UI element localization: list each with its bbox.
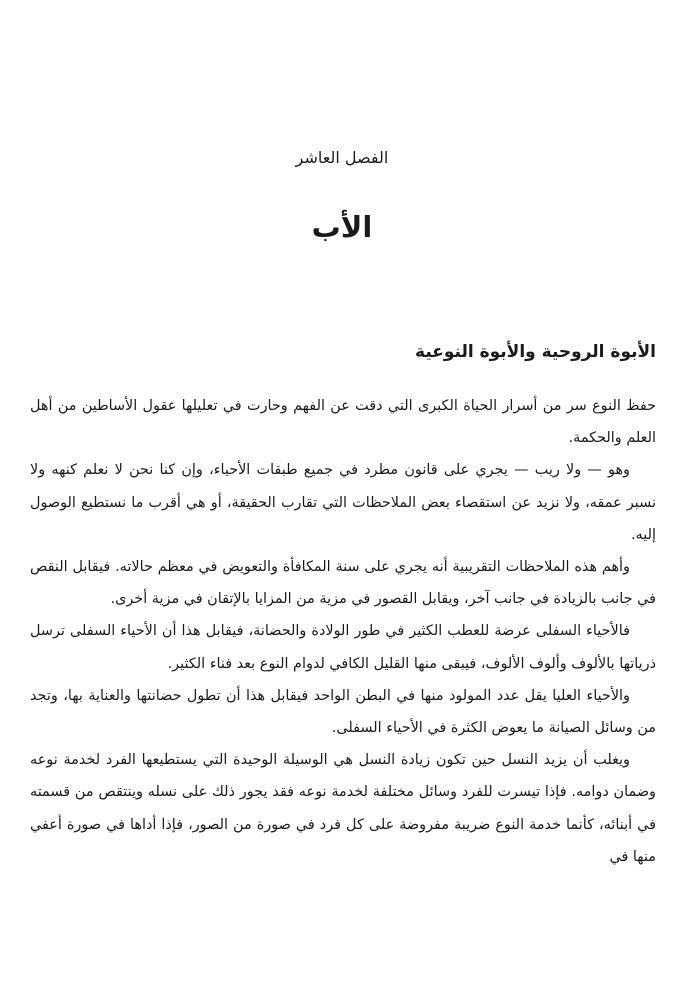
section-heading: الأبوة الروحية والأبوة النوعية	[415, 342, 656, 362]
paragraph: حفظ النوع سر من أسرار الحياة الكبرى التي دقت عن الفهم وحارت في تعليلها عقول الأساطين من أهل العلم والحكمة.	[30, 398, 656, 447]
chapter-title: الأب	[311, 210, 373, 244]
paragraph: وأهم هذه الملاحظات التقريبية أنه يجري على سنة المكافأة والتعويض في معظم حالاته. فيقابل النقص في جانب بالزيادة في جانب آخر، ويقابل القصور في مزية من المزايا بالإتقان في مزية أخرى.	[30, 559, 656, 608]
paragraph: ويغلب أن يزيد النسل حين تكون زيادة النسل هي الوسيلة الوحيدة التي يستطيعها الفرد لخدمة نوعه وضمان دوامه. فإذا تيسرت للفرد وسائل مختلفة لخدمة نوعه فقد يجور ذلك على نسله وينتقص من قسمته في أبنائه، كأنما خدمة النوع ضريبة مفروضة على كل فرد في صورة من الصور، فإذا أداها في صورة أعفي منها في	[30, 752, 656, 865]
paragraph: وهو — ولا ريب — يجري على قانون مطرد في جميع طبقات الأحياء، وإن كنا نحن لا نعلم كنهه ولا نسبر عمقه، ولا نزيد عن استقصاء بعض الملاحظات التي تقارب الحقيقة، أو هي أقرب ما نستطيع الوصول إليه.	[30, 462, 656, 543]
chapter-label: الفصل العاشر	[295, 148, 389, 167]
paragraph: والأحياء العليا يقل عدد المولود منها في البطن الواحد فيقابل هذا أن تطول حضانتها والعناية بها، وتجد من وسائل الصيانة ما يعوض الكثرة في الأحياء السفلى.	[30, 687, 656, 737]
paragraph: فالأحياء السفلى عرضة للعطب الكثير في طور الولادة والحضانة، فيقابل هذا أن الأحياء السفلى ترسل ذرياتها بالألوف وألوف الألوف، فيبقى منها القليل الكافي لدوام النوع بعد فناء الكثير.	[30, 623, 656, 672]
body-text	[30, 390, 656, 873]
